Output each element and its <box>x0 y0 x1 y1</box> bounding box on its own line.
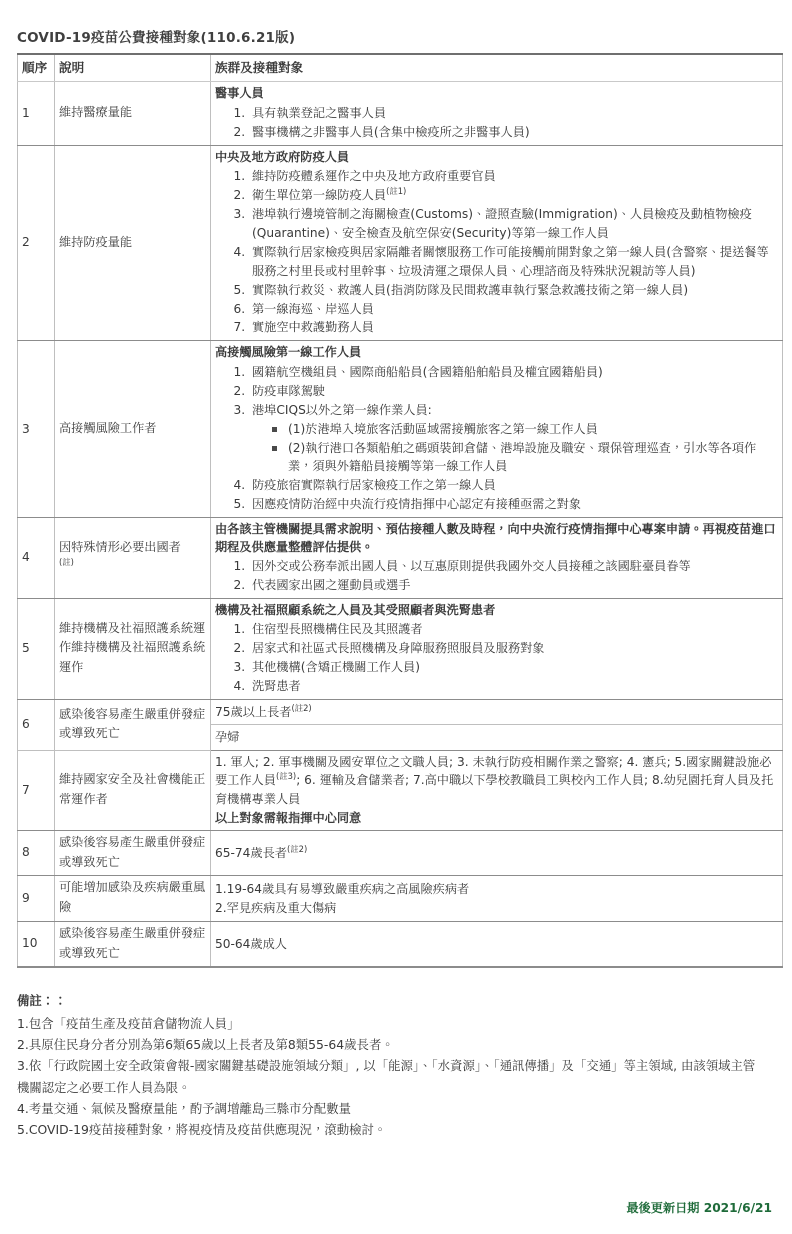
target-sub-item-list <box>252 420 778 477</box>
remarks-line: 2.具原住民身分者分別為第6類65歲以上長者及第8類55-64歲長者。 <box>17 1037 394 1053</box>
row-description: 維持醫療量能 <box>55 82 211 145</box>
target-bold-note: 以上對象需報指揮中心同意 <box>215 810 362 825</box>
row-target <box>211 876 783 922</box>
list-item: 4. 洗腎患者 <box>249 677 778 696</box>
remarks-title: 備註：： <box>17 993 67 1009</box>
column-header-sequence: 順序 <box>18 54 55 82</box>
row-target <box>211 145 783 341</box>
row-target: 50-64歲成人 <box>211 921 783 967</box>
table-row <box>18 145 783 341</box>
target-line: 2.罕見疾病及重大傷病 <box>215 900 337 915</box>
table-row <box>18 82 783 145</box>
table-header <box>18 54 783 82</box>
list-item: 1. 因外交或公務奉派出國人員、以互惠原則提供我國外交人員接種之該國駐臺員眷等 <box>249 557 778 576</box>
row-sequence: 1 <box>18 82 55 145</box>
table-row <box>18 750 783 830</box>
row-target <box>211 518 783 598</box>
list-item: 5. 因應疫情防治經中央流行疫情指揮中心認定有接種亟需之對象 <box>249 495 778 514</box>
list-item: 1. 住宿型長照機構住民及其照護者 <box>249 620 778 639</box>
list-item: 3. 其他機構(含矯正機關工作人員) <box>249 658 778 677</box>
list-item: 2. 防疫車隊駕駛 <box>249 382 778 401</box>
row-sequence: 9 <box>18 876 55 922</box>
row-description: 可能增加感染及疾病嚴重風險 <box>55 876 211 922</box>
list-item: 1. 國籍航空機組員、國際商船船員(含國籍船舶船員及權宜國籍船員) <box>249 363 778 382</box>
row-sequence: 7 <box>18 750 55 830</box>
target-item-list <box>215 363 778 514</box>
row-sequence: 5 <box>18 598 55 699</box>
list-item: 5. 實際執行救災、救護人員(指消防隊及民間救護車執行緊急救護技術之第一線人員) <box>249 281 778 300</box>
page-title: COVID-19疫苗公費接種對象(110.6.21版) <box>17 30 296 46</box>
row-description: 感染後容易產生嚴重併發症或導致死亡 <box>55 921 211 967</box>
target-group-heading: 中央及地方政府防疫人員 <box>215 149 350 164</box>
target-item-list <box>215 620 778 696</box>
last-update-date: 最後更新日期 2021/6/21 <box>626 1201 772 1215</box>
row-description: 維持機構及社福照護系統運作維持機構及社福照護系統運作 <box>55 598 211 699</box>
table-header-row <box>18 54 783 82</box>
row-target <box>211 750 783 830</box>
row-target <box>211 598 783 699</box>
row-description-note <box>59 557 206 577</box>
target-line: 1.19-64歲具有易導致嚴重疾病之高風險疾病者 <box>215 882 470 897</box>
list-item: (1)於港埠入境旅客活動區域需接觸旅客之第一線工作人員 <box>272 420 778 439</box>
row-sequence: 10 <box>18 921 55 967</box>
list-item: 2. 代表國家出國之運動員或選手 <box>249 576 778 595</box>
target-group-heading: 高接觸風險第一線工作人員 <box>215 345 362 360</box>
target-flow-text: 1. 軍人; 2. 軍事機關及國安單位之文職人員; 3. 未執行防疫相關作業之警察; 4. 憲兵; 5.國家關鍵設施必要工作人員$^{(註3)}$; 6. 運輸及倉儲業者; 7.高中職以下學校教職員工與校內工作人員; 8.幼兒園托育人員及托育機構專業人員 <box>215 754 774 806</box>
list-item: 2. 醫事機構之非醫事人員(含集中檢疫所之非醫事人員) <box>249 123 778 142</box>
list-item-label: 港埠CIQS以外之第一線作業人員: <box>252 402 432 417</box>
list-item: 3. 港埠執行邊境管制之海關檢查(Customs)、證照查驗(Immigration)、人員檢疫及動植物檢疫(Quarantine)、安全檢查及航空保安(Security)等第一線工作人員 <box>249 205 778 243</box>
list-item: 2. 居家式和社區式長照機構及身障服務照服員及服務對象 <box>249 639 778 658</box>
row-sequence: 4 <box>18 518 55 598</box>
remarks-line: 1.包含「疫苗生產及疫苗倉儲物流人員」 <box>17 1015 240 1031</box>
list-item: 6. 第一線海巡、岸巡人員 <box>249 300 778 319</box>
column-header-target: 族群及接種對象 <box>211 54 783 82</box>
table-row <box>18 598 783 699</box>
table-row <box>18 699 783 725</box>
target-item-list <box>215 557 778 595</box>
footnote-marker: (註) <box>59 557 74 568</box>
row-sequence: 2 <box>18 145 55 341</box>
list-item <box>249 401 778 477</box>
list-item: 4. 防疫旅宿實際執行居家檢疫工作之第一線人員 <box>249 476 778 495</box>
row-sequence: 6 <box>18 699 55 750</box>
list-item: 7. 實施空中救護勤務人員 <box>249 318 778 337</box>
row-target: 75歲以上長者$^{(註2)}$ <box>211 699 783 725</box>
vaccination-targets-table <box>17 53 783 968</box>
remarks-line: 5.COVID-19疫苗接種對象，將視疫情及疫苗供應現況，滾動檢討。 <box>17 1122 387 1138</box>
table-row <box>18 876 783 922</box>
row-target: 孕婦 <box>211 725 783 751</box>
remarks-line: 4.考量交通、氣候及醫療量能，酌予調增離島三縣市分配數量 <box>17 1101 351 1117</box>
footnote-marker: (註1) <box>386 186 407 197</box>
column-header-description: 說明 <box>55 54 211 82</box>
row-description: 感染後容易產生嚴重併發症或導致死亡 <box>55 699 211 750</box>
row-sequence: 8 <box>18 830 55 876</box>
list-item: (2)執行港口各類船舶之碼頭裝卸倉儲、港埠設施及職安、環保管理巡查，引水等各項作業，須與外籍船員接觸等第一線工作人員 <box>272 439 778 477</box>
row-target <box>211 341 783 518</box>
remarks-line: 3.依「行政院國土安全政策會報-國家關鍵基礎設施領域分類」, 以「能源」、「水資源」、「通訊傳播」及「交通」等主領域, 由該領域主管機關認定之必要工作人員為限。 <box>17 1058 756 1095</box>
row-description-line: 因特殊情形必要出國者 <box>59 539 181 554</box>
row-description: 高接觸風險工作者 <box>55 341 211 518</box>
row-target <box>211 82 783 145</box>
footnote-marker: (註3) <box>275 771 297 782</box>
table-row <box>18 830 783 876</box>
footnote-marker: (註2) <box>291 702 312 713</box>
table-row <box>18 518 783 598</box>
target-group-heading: 醫事人員 <box>215 86 264 101</box>
list-item: 2. 衛生單位第一線防疫人員$^{(註1)}$ <box>249 186 778 205</box>
target-group-heading: 機構及社福照顧系統之人員及其受照顧者與洗腎患者 <box>215 602 496 617</box>
remarks-section <box>17 990 757 1140</box>
target-item-list <box>215 104 778 142</box>
footnote-marker: (註2) <box>286 843 308 854</box>
row-description <box>55 518 211 598</box>
list-item: 1. 維持防疫體系運作之中央及地方政府重要官員 <box>249 167 778 186</box>
list-item: 1. 具有執業登記之醫事人員 <box>249 104 778 123</box>
row-sequence: 3 <box>18 341 55 518</box>
table-row <box>18 341 783 518</box>
row-description: 維持防疫量能 <box>55 145 211 341</box>
list-item: 4. 實際執行居家檢疫與居家隔離者關懷服務工作可能接觸前開對象之第一線人員(含警察、提送餐等服務之村里長或村里幹事、垃圾清運之環保人員、心理諮商及特殊狀況親訪等人員) <box>249 243 778 281</box>
row-description: 維持國家安全及社會機能正常運作者 <box>55 750 211 830</box>
table-body <box>18 82 783 968</box>
row-description: 感染後容易產生嚴重併發症或導致死亡 <box>55 830 211 876</box>
target-item-list <box>215 167 778 337</box>
table-row <box>18 921 783 967</box>
target-lead-paragraph: 由各該主管機關提具需求說明、預估接種人數及時程，向中央流行疫情指揮中心專案申請。再視疫苗進口期程及供應量整體評估提供。 <box>215 522 776 555</box>
row-target: 65-74歲長者$^{(註2)}$ <box>211 830 783 876</box>
